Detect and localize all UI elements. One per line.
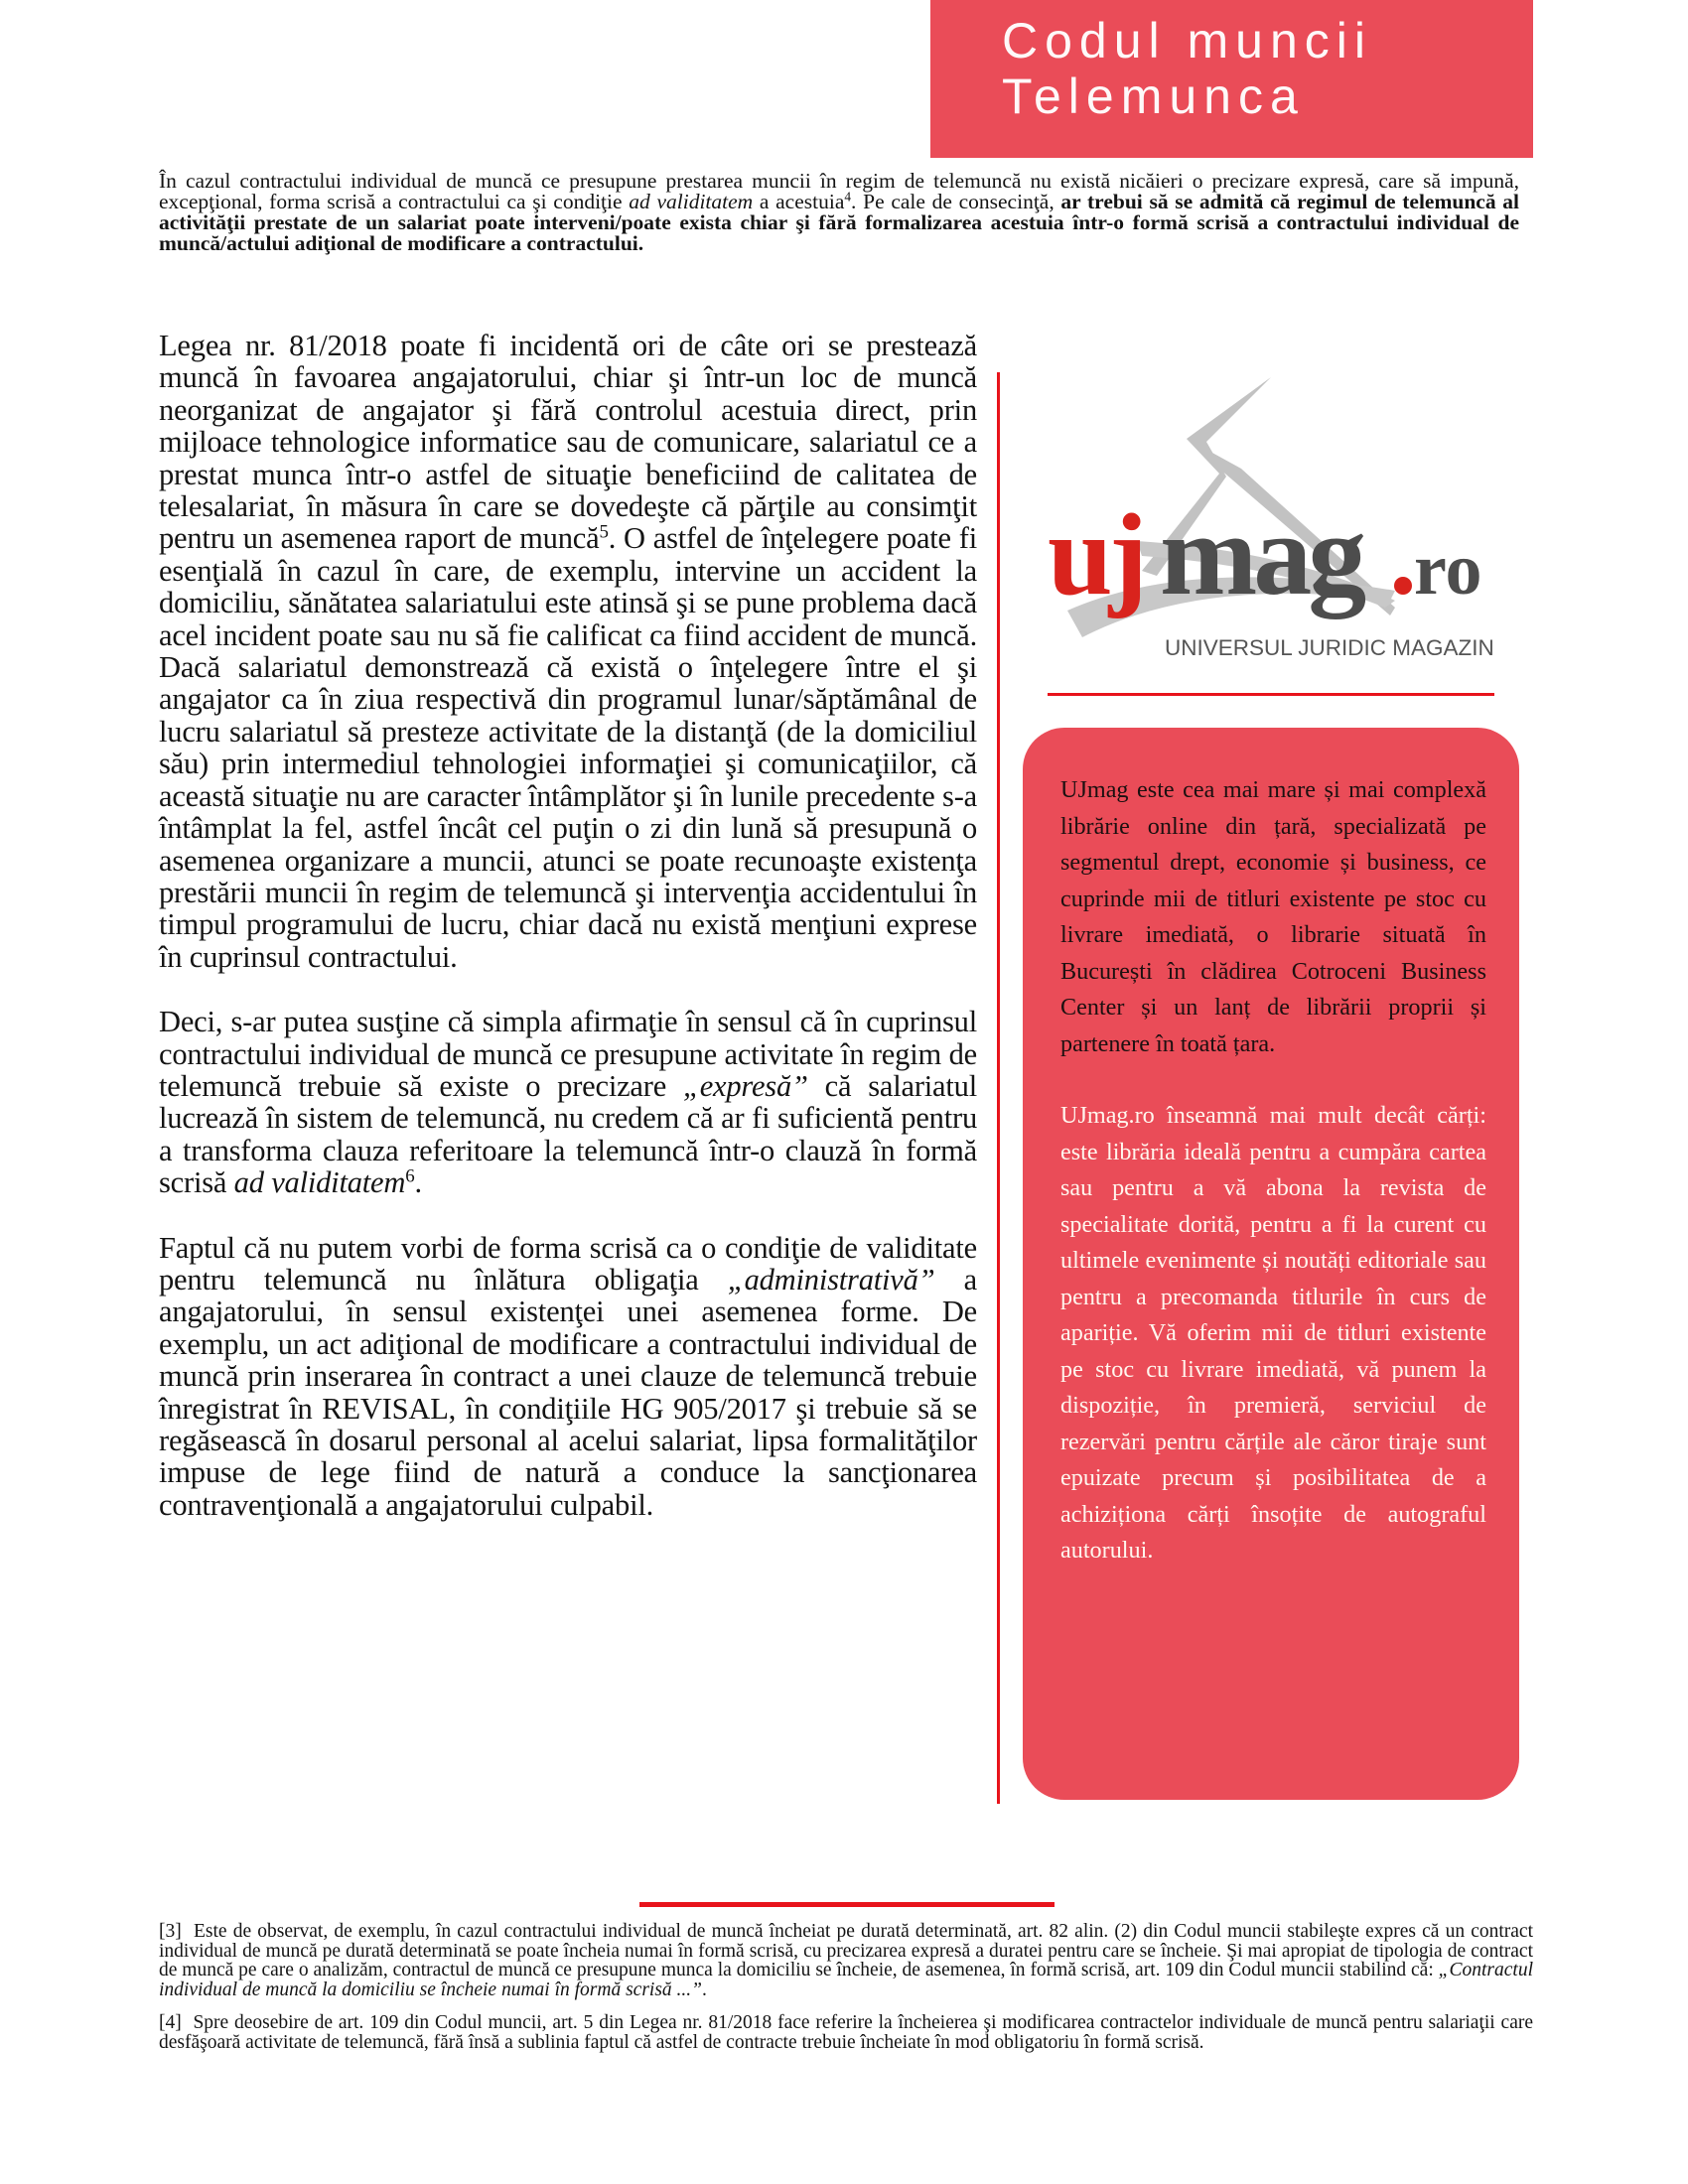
footnote-4 <box>159 2013 1533 2052</box>
promo-paragraph-1: UJmag este cea mai mare și mai complexă librărie online din țară, specializată pe segmentul drept, economie și business, ce cuprinde mii de titluri existente pe stoc cu livrare imediată, o librarie situată în București în clădirea Cotroceni Business Center și un lanț de librării proprii și partenere în toată țara. <box>1060 776 1486 1057</box>
footnote-ref-5[interactable]: 5 <box>599 522 609 544</box>
footnotes <box>159 1922 1533 2067</box>
p2-text-end: . <box>414 1165 422 1200</box>
intro-bold-conclusion: ar trebui să se admită că regimul de telemuncă al activităţii prestate de un salariat poate interveni/poate exista chiar şi fără formalizarea acestuia într-o formă scrisă a contractului individual de muncă/actului adiţional de modificare a contractului. <box>159 190 1519 255</box>
p2-italic-expresa: „expresă” <box>682 1068 808 1103</box>
intro-text-mid: a acestuia <box>753 190 845 213</box>
footnote-3-quote: „Contractul individual de muncă la domiciliu se încheie numai în formă scrisă ...” <box>159 1960 1533 2000</box>
footnote-ref-4[interactable]: 4 <box>844 189 852 205</box>
title-line-2: Telemunca <box>1002 68 1305 124</box>
column-divider <box>997 372 1000 1804</box>
footnote-3 <box>159 1922 1533 1999</box>
logo-underline <box>1048 693 1494 696</box>
p2-text-mid: că salariatul lucrează în sistem de telemuncă, nu credem că ar fi suficientă pentru a transforma clauza referitoare la telemuncă într-o clauză în formă scrisă <box>159 1068 977 1200</box>
main-paragraph-3 <box>159 1232 977 1522</box>
footnote-3-text: Este de observat, de exemplu, în cazul contractului individual de muncă încheiat pe durată determinată, art. 82 alin. (2) din Codul muncii stabileşte expres că un contract individual de muncă pe durată determinată se poate încheia numai în formă scrisă, cu precizarea expresă a duratei pentru care se încheie. Şi mai apropiat de tipologia de contract de muncă pe care o analizăm, contractul de muncă ce presupune munca la domiciliu se încheie, de asemenea, în formă scrisă, art. 109 din Codul muncii stabilind că: <box>159 1921 1533 1981</box>
main-paragraph-2 <box>159 1006 977 1198</box>
main-paragraph-1 <box>159 330 977 973</box>
footnote-3-end: . <box>702 1979 707 2000</box>
logo-tagline: UNIVERSUL JURIDIC MAGAZIN <box>1165 635 1494 660</box>
intro-text-after-ref: . Pe cale de consecinţă, <box>851 190 1061 213</box>
ujmag-logo[interactable] <box>1043 377 1509 665</box>
footnote-marker[interactable]: [4] <box>159 2012 182 2034</box>
intro-text-start: În cazul contractului individual de muncă ce presupune prestarea muncii în regim de telemuncă nu există nicăieri o precizare expresă, care să impună, excepţional, forma scrisă a contractului ca şi condiţie <box>159 169 1519 213</box>
p1-text: Legea nr. 81/2018 poate fi incidentă ori de câte ori se prestează muncă în favoarea angajatorului, chiar şi într-un loc de muncă neorganizat de angajator şi fără controlul acestuia direct, prin mijloace tehnologice informatice sau de comunicare, salariatul ce a prestat munca într-o astfel de situaţie beneficiind de calitatea de telesalariat, în măsura în care se dovedeşte că părţile au consimţit pentru un asemenea raport de muncă <box>159 329 977 556</box>
logo-brand-ro: ro <box>1414 529 1482 611</box>
promo-paragraph-2: UJmag.ro înseamnă mai mult decât cărți: este librăria ideală pentru a cumpăra cartea sau pentru a vă abona la revista de specialitate dorită, pentru a fi la curent cu ultimele evenimente și noutăți editoriale sau pentru a precomanda titlurile în curs de apariție. Vă oferim mii de titluri existente pe stoc cu livrare imediată, vă punem la dispoziție, în premieră, serviciul de rezervări pentru cărțile ale căror tiraje sunt epuizate precum și posibilitatea de a achiziționa cărți însoțite de autograful autorului. <box>1060 1102 1486 1564</box>
p3-italic-administrativa: „administrativă” <box>727 1262 935 1297</box>
footnote-ref-6[interactable]: 6 <box>405 1165 415 1187</box>
promo-box <box>1023 728 1519 1800</box>
logo-brand-mag: mag <box>1160 489 1363 619</box>
p1-text-cont: . O astfel de înţelegere poate fi esenţială în cazul în care, de exemplu, intervine un accident la domiciliu, sănătatea salariatului este atinsă şi se pune problema dacă acel incident poate sau nu să fie calificat ca fiind accident de muncă. Dacă salariatul demonstrează că există o înţelegere între el şi angajator ca în ziua respectivă din programul lunar/săptămânal de lucru salariatul să presteze activitate de la distanţă (de la domiciliul său) prin intermediul tehnologiei informaţiei şi comunicaţiilor, că această situaţie nu are caracter întâmplător şi în lunile precedente s-a întâmplat la fel, astfel încât cel puţin o zi din lună să presupună o asemenea organizare a muncii, atunci se poate recunoaşte existenţa prestării muncii în regim de telemuncă şi intervenţia accidentului în timpul programului de lucru, chiar dacă nu există menţiuni exprese în cuprinsul contractului. <box>159 521 978 974</box>
p3-text-end: a angajatorului, în sensul existenţei unei asemenea forme. De exemplu, un act adiţional de modificare a contractului individual de muncă prin inserarea în contract a unei clauze de telemuncă trebuie înregistrat în REVISAL, în condiţiile HG 905/2017 şi trebuie să se regăsească în dosarul personal al acelui salariat, lipsa formalităţilor impuse de lege fiind de natură a conduce la sancţionarea contravenţională a angajatorului culpabil. <box>159 1262 978 1522</box>
logo-brand-uj: uj <box>1048 489 1144 619</box>
main-column <box>159 330 977 1554</box>
intro-italic-term: ad validitatem <box>629 190 754 213</box>
p3-text-start: Faptul că nu putem vorbi de forma scrisă ca o condiţie de validitate pentru telemuncă nu înlătura obligaţia <box>159 1230 977 1297</box>
title-banner <box>930 0 1533 158</box>
footnote-4-text: Spre deosebire de art. 109 din Codul muncii, art. 5 din Legea nr. 81/2018 face referire la încheierea şi modificarea contractelor individuale de muncă pentru salariaţii care desfăşoară activitate de telemuncă, fără însă a sublinia faptul că astfel de contracte trebuie încheiate în mod obligatoriu în formă scrisă. <box>159 2012 1533 2053</box>
p2-text-start: Deci, s-ar putea susţine că simpla afirmaţie în sensul că în cuprinsul contractului individual de muncă ce presupune activitate în regim de telemuncă trebuie să existe o precizare <box>159 1005 977 1103</box>
footnote-separator <box>639 1902 1055 1907</box>
logo-swoosh-icon <box>1043 377 1509 665</box>
title-line-1: Codul muncii <box>1002 13 1373 68</box>
intro-paragraph <box>159 171 1519 254</box>
p2-italic-ad-validitatem: ad validitatem <box>233 1165 406 1200</box>
footnote-marker[interactable]: [3] <box>159 1921 182 1942</box>
